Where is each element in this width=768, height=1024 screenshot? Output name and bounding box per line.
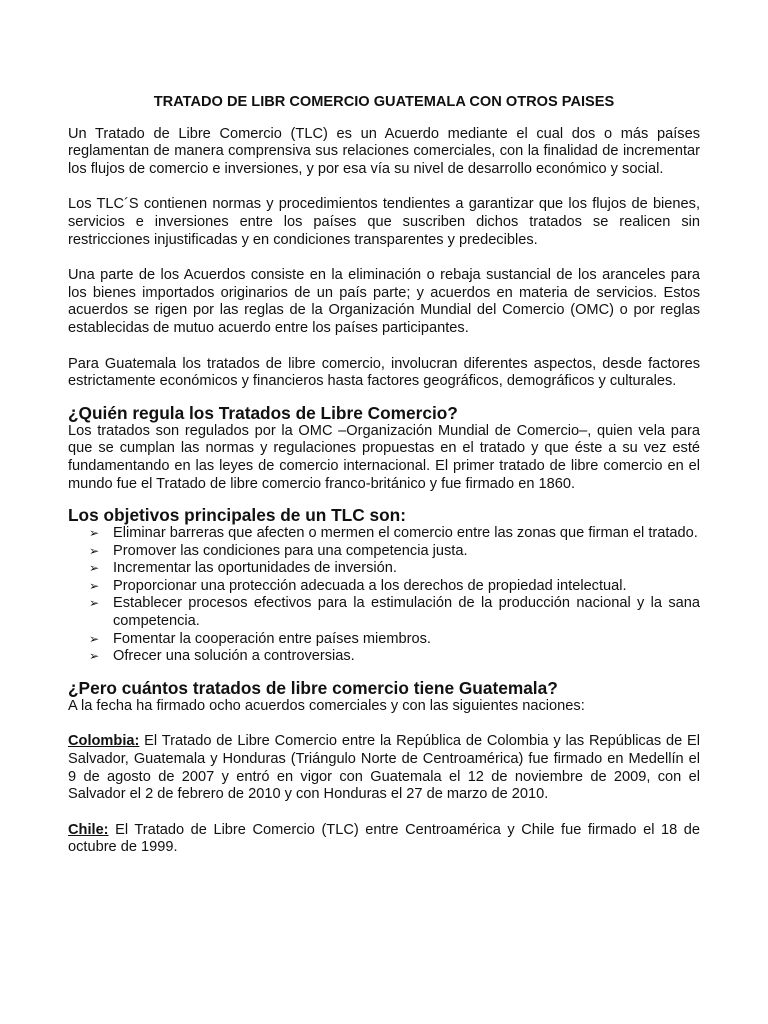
objetivos-list (68, 525, 700, 666)
country-name-chile: Chile: (68, 821, 109, 838)
arrow-bullet-icon: ➢ (89, 649, 100, 664)
paragraph-cuantos-tratados: A la fecha ha firmado ocho acuerdos comerciales y con las siguientes naciones: (68, 697, 585, 714)
arrow-bullet-icon: ➢ (89, 578, 100, 593)
arrow-bullet-icon: ➢ (89, 543, 100, 558)
heading-objetivos: Los objetivos principales de un TLC son: (68, 505, 406, 526)
country-entry-colombia (68, 733, 700, 803)
list-item (89, 648, 700, 666)
list-item-text: Promover las condiciones para una competencia justa. (113, 542, 468, 559)
intro-paragraph-1: Un Tratado de Libre Comercio (TLC) es un Acuerdo mediante el cual dos o más países reglamentan de manera comprensiva sus relaciones comerciales, con la finalidad de incrementar los flujos de comercio e inversiones, y por esa vía su nivel de desarrollo económico y social. (68, 125, 700, 177)
list-item (89, 560, 700, 578)
document-title: TRATADO DE LIBR COMERCIO GUATEMALA CON OTROS PAISES (153, 94, 615, 110)
heading-quien-regula: ¿Quién regula los Tratados de Libre Comercio? (68, 402, 458, 423)
arrow-bullet-icon: ➢ (89, 596, 100, 611)
arrow-bullet-icon: ➢ (89, 631, 100, 646)
country-name-colombia: Colombia: (68, 733, 140, 750)
arrow-bullet-icon: ➢ (89, 561, 100, 576)
intro-paragraph-4: Para Guatemala los tratados de libre comercio, involucran diferentes aspectos, desde factores estrictamente económicos y financieros hasta factores geográficos, demográficos y culturales. (68, 355, 700, 390)
country-text-colombia: El Tratado de Libre Comercio entre la República de Colombia y las Repúblicas de El Salvador, Guatemala y Honduras (Triángulo Norte de Centroamérica) fue firmado en Medellín el 9 de agosto de 2007 y entró en vigor con Guatemala el 12 de noviembre de 2009, con el Salvador el 2 de febrero de 2010 y con Honduras el 27 de marzo de 2010. (68, 733, 700, 803)
country-entry-chile (68, 822, 700, 857)
list-item (89, 631, 700, 649)
list-item (89, 543, 700, 561)
list-item-text: Incrementar las oportunidades de inversión. (113, 560, 397, 577)
list-item (89, 595, 700, 630)
list-item-text: Establecer procesos efectivos para la estimulación de la producción nacional y la sana competencia. (113, 595, 700, 630)
list-item-text: Ofrecer una solución a controversias. (113, 648, 355, 665)
list-item (89, 525, 700, 543)
country-text-chile: El Tratado de Libre Comercio (TLC) entre Centroamérica y Chile fue firmado el 18 de octubre de 1999. (68, 821, 700, 856)
paragraph-quien-regula: Los tratados son regulados por la OMC –Organización Mundial de Comercio–, quien vela para que se cumplan las normas y regulaciones propuestas en el tratado y que éste a su vez esté fundamentando en las leyes de comercio internacional. El primer tratado de libre comercio en el mundo fue el Tratado de libre comercio franco-británico y fue firmado en 1860. (68, 422, 700, 492)
list-item-text: Fomentar la cooperación entre países miembros. (113, 630, 431, 647)
heading-cuantos-tratados: ¿Pero cuántos tratados de libre comercio tiene Guatemala? (68, 677, 558, 698)
list-item-text: Eliminar barreras que afecten o mermen el comercio entre las zonas que firman el tratado. (113, 525, 698, 542)
intro-paragraph-2: Los TLC´S contienen normas y procedimientos tendientes a garantizar que los flujos de bienes, servicios e inversiones entre los países que suscriben dichos tratados se realicen sin restricciones injustificadas y en condiciones transparentes y predecibles. (68, 196, 700, 248)
intro-paragraph-3: Una parte de los Acuerdos consiste en la eliminación o rebaja sustancial de los aranceles para los bienes importados originarios de un país parte; y acuerdos en materia de servicios. Estos acuerdos se rigen por las reglas de la Organización Mundial del Comercio (OMC) o por reglas establecidas de mutuo acuerdo entre los países participantes. (68, 267, 700, 336)
list-item (89, 578, 700, 596)
arrow-bullet-icon: ➢ (89, 526, 100, 541)
list-item-text: Proporcionar una protección adecuada a los derechos de propiedad intelectual. (113, 577, 627, 594)
